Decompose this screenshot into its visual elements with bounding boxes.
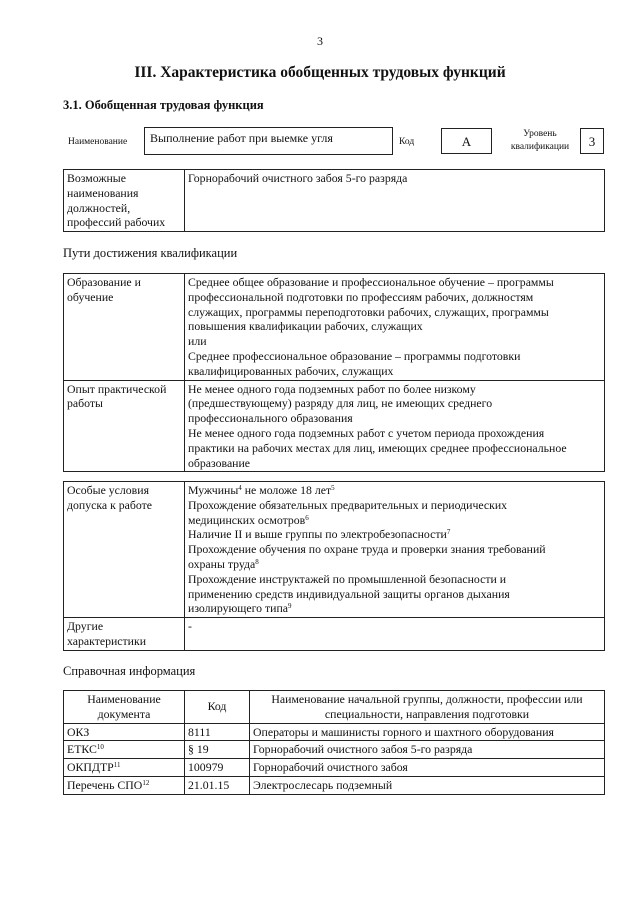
- code-label: Код: [399, 137, 415, 147]
- footnote-ref: 4: [238, 484, 242, 492]
- experience-line: образование: [188, 455, 251, 470]
- ref-name: Электрослесарь подземный: [250, 776, 605, 794]
- education-line: повышения квалификации рабочих, служащих: [188, 319, 423, 334]
- experience-line: Не менее одного года подземных работ по более низкому: [188, 381, 476, 396]
- education-line: квалифицированных рабочих, служащих: [188, 363, 394, 378]
- ref-code: 8111: [185, 723, 250, 741]
- conditions-label-line: допуска к работе: [67, 497, 153, 512]
- education-label-cell: [64, 274, 185, 381]
- ref-name: Горнорабочий очистного забоя: [250, 759, 605, 777]
- positions-value: Горнорабочий очистного забоя 5-го разряда: [188, 171, 408, 185]
- education-line: или: [188, 334, 207, 349]
- ref-doc-cell: [64, 741, 185, 759]
- level-value: 3: [588, 134, 596, 149]
- condition-text: не моложе 18 лет: [241, 483, 332, 497]
- page-number: 3: [317, 34, 323, 48]
- ref-code: 100979: [185, 759, 250, 777]
- ref-code: 21.01.15: [185, 776, 250, 794]
- name-box: [144, 127, 393, 155]
- footnote-ref: 7: [446, 528, 451, 537]
- condition-item: [188, 601, 601, 616]
- education-line: Среднее общее образование и профессиональное обучение – программы: [188, 275, 554, 289]
- experience-line: Не менее одного года подземных работ с учетом периода прохождения: [188, 425, 545, 440]
- other-value-cell: [185, 618, 605, 651]
- positions-label-line: наименования: [67, 185, 139, 200]
- ref-doc: Перечень СПО: [67, 777, 143, 792]
- level-label-line2: квалификации: [510, 142, 570, 152]
- reference-head-doc: [64, 691, 185, 724]
- conditions-label-line: Особые условия: [67, 483, 149, 497]
- name-label: Наименование: [68, 137, 128, 147]
- ref-doc: ОКЗ: [67, 724, 90, 739]
- ref-doc: ОКПДТР: [67, 760, 114, 775]
- condition-text: Прохождение обучения по охране труда и проверки знания требований: [188, 542, 546, 557]
- head-line: Наименование: [87, 692, 161, 706]
- table-row: [64, 776, 605, 794]
- positions-label-line: Возможные: [67, 171, 126, 185]
- experience-label-cell: [64, 380, 185, 472]
- experience-label-line: Опыт практической: [67, 381, 167, 396]
- education-label-line: Образование и: [67, 275, 141, 289]
- condition-text: Прохождение обязательных предварительных и периодических: [188, 497, 508, 512]
- condition-item: [188, 527, 601, 542]
- condition-text: Наличие II и выше группы по электробезопасности: [188, 527, 447, 542]
- condition-item: [188, 513, 601, 528]
- experience-line: (предшествующему) разряду для лиц, не имеющих среднего: [188, 396, 493, 411]
- conditions-label-cell: [64, 482, 185, 618]
- positions-value-cell: [185, 170, 605, 232]
- table-row: [64, 723, 605, 741]
- head-line: Наименование начальной группы, должности, профессии или: [271, 692, 583, 706]
- other-label-line: Другие: [67, 619, 104, 634]
- ref-name: Горнорабочий очистного забоя 5-го разряда: [250, 741, 605, 759]
- other-label-line: характеристики: [67, 633, 147, 648]
- condition-text: изолирующего типа: [188, 601, 289, 616]
- name-value: Выполнение работ при выемке угля: [150, 131, 333, 145]
- table-row: [64, 759, 605, 777]
- condition-text: применению средств индивидуальной защиты органов дыхания: [188, 586, 510, 601]
- conditions-value-cell: [185, 482, 605, 618]
- education-line: Среднее профессиональное образование – программы подготовки: [188, 348, 521, 363]
- footnote-ref: 8: [255, 557, 259, 566]
- qualification-caption: Пути достижения квалификации: [63, 246, 238, 260]
- qualification-table: [63, 273, 605, 472]
- experience-label-line: работы: [67, 396, 103, 411]
- reference-table: [63, 690, 605, 795]
- level-label-line1: Уровень: [523, 129, 557, 139]
- footnote-ref: 9: [288, 602, 292, 611]
- conditions-table: [63, 481, 605, 651]
- reference-head-name: [250, 691, 605, 724]
- ref-doc-cell: [64, 776, 185, 794]
- positions-label-line: должностей,: [67, 200, 131, 215]
- other-label-cell: [64, 618, 185, 651]
- footnote-ref: 10: [96, 743, 104, 752]
- reference-head-code: Код: [185, 691, 250, 724]
- ref-code: § 19: [185, 741, 250, 759]
- condition-text: медицинских осмотров: [188, 512, 306, 527]
- level-box: [580, 128, 604, 154]
- experience-line: практики на рабочих местах для лиц, имеющих среднее профессиональное: [188, 440, 567, 455]
- ref-doc-cell: [64, 723, 185, 741]
- footnote-ref: 11: [113, 761, 121, 770]
- footnote-ref: 5: [331, 484, 335, 492]
- reference-caption: Справочная информация: [63, 664, 196, 678]
- positions-label-line: профессий рабочих: [67, 215, 166, 230]
- condition-item: [188, 557, 601, 572]
- condition-text: охраны труда: [188, 556, 256, 571]
- education-line: профессиональной подготовки по профессиям рабочих, должностям: [188, 289, 534, 304]
- code-value: А: [461, 134, 472, 149]
- table-row: [64, 741, 605, 759]
- ref-doc-cell: [64, 759, 185, 777]
- ref-doc: ЕТКС: [67, 742, 97, 757]
- education-label-line: обучение: [67, 289, 114, 304]
- other-value: -: [188, 619, 192, 634]
- condition-text: Мужчины: [188, 483, 239, 497]
- section-title: III. Характеристика обобщенных трудовых функций: [134, 64, 506, 81]
- education-line: служащих, программы переподготовки рабочих, служащих, программы: [188, 304, 549, 319]
- head-line: документа: [97, 706, 151, 721]
- positions-label-cell: [64, 170, 185, 232]
- footnote-ref: 12: [142, 778, 150, 787]
- ref-name: Операторы и машинисты горного и шахтного оборудования: [250, 723, 605, 741]
- education-value-cell: [185, 274, 605, 381]
- head-line: специальности, направления подготовки: [324, 706, 530, 721]
- experience-line: профессионального образования: [188, 411, 353, 426]
- condition-text: Прохождение инструктажей по промышленной безопасности и: [188, 571, 507, 586]
- condition-item: [188, 483, 601, 498]
- subsection-title: 3.1. Обобщенная трудовая функция: [63, 98, 264, 112]
- positions-table: [63, 169, 605, 232]
- code-box: [441, 128, 492, 154]
- experience-value-cell: [185, 380, 605, 472]
- footnote-ref: 6: [305, 513, 309, 522]
